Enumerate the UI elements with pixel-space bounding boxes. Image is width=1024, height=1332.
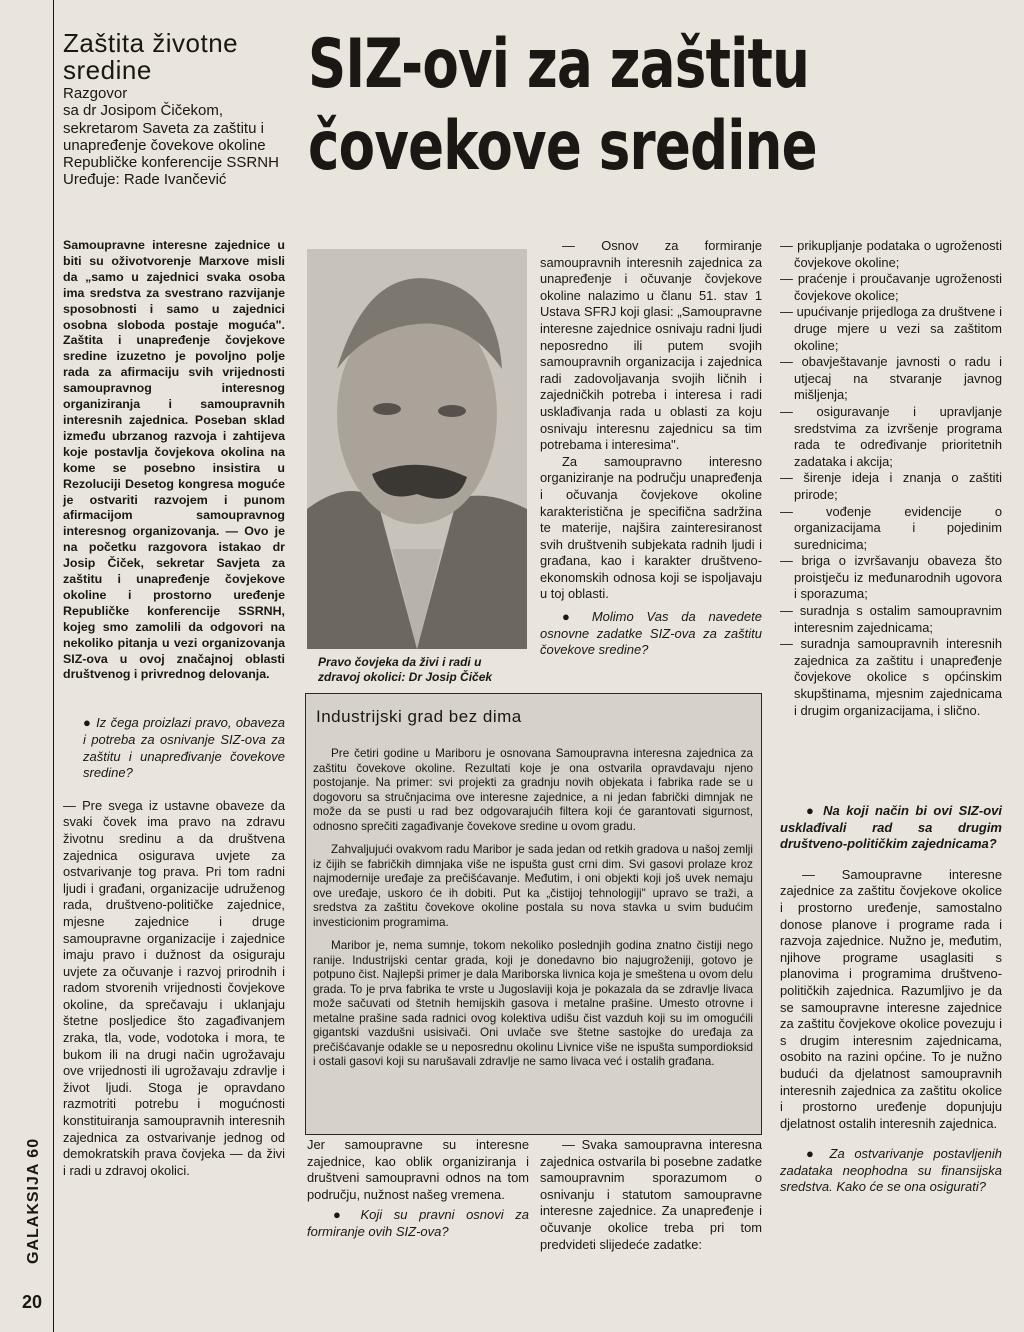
box-paragraph-2: Zahvaljujući ovakvom radu Maribor je sada jedan od retkih gradova u našoj zemlji iz čijih se fabričkih dimnjaka više ne ispušta gust crni dim. Svi gasovi prolaze kroz najmodernije uređaje za prečišćavanje. Međutim, i oni objekti koji još uvek nemaju ove uređaje, uskoro će ih dobiti. Put ka „čistijoj tehnologiji" upravo se traži, a sredstva za zaštitu čovekove okoline postala su nova stavka u svim budućim investicionim programima. [313,843,753,929]
column-3-top [540,238,762,659]
task-item: — obavještavanje javnosti o radu i utjecaj na stvaranje javnog mišljenja; [780,354,1002,403]
column-1 [63,238,285,1179]
task-item: — upućivanje prijedloga za društvene i druge mjere u vezi sa zaštitom okoline; [780,304,1002,353]
column-3-paragraph-1: — Osnov za formiranje samoupravnih interesnih zajednica za unapređenje i očuvanje čovjekove okoline nalazimo u članu 51. stav 1 Ustava SFRJ koji glasi: „Samoupravne interesne zajednice osnivaju radni ljudi neposredno ili putem svojih samoupravnih organizacija i zajednica radi zadovoljavanja svojih ličnih i zajedničkih potreba i interesa i radi usklađivanja rada u oblasti za koju osnivaju interesnu zajednicu sa tim potrebama i interesima". [540,238,762,453]
answer-1: — Pre svega iz ustavne obaveze da svaki čovek ima pravo na zdravu životnu sredinu a da društvena zajednica osigurava uvjete za ostvarivanje tog prava. Pri tom radni ljudi i građani, organizacije udruženog rada, društveno-političke zajednice, mjesne zajednice i druge samoupravne organizacije i zajednice imaju pravo i dužnost da osiguraju uvjete za očuvanje i razvoj prirodnih i radom stvorenih vrijednosti čovjekove okoline, da sprečavaju i uklanjaju štetne posljedice što zagađivanjem zraka, tla, vode, vodotoka i mora, te bukom ili na drugi način ugrožavaju ove vrijednosti ili ugrožavaju zdravlje i život ljudi. Stoga je opravdano razmotriti potrebu i mogućnosti konstituiranja samoupravnih interesnih zajednica za ostvarivanje jednog od demokratskih prava čovjeka — da živi i radi u zdravoj okolici. [63,797,285,1178]
task-item: — osiguravanje i upravljanje sredstvima za izvršenje programa rada te određivanje prioritetnih zadataka i akcija; [780,403,1002,469]
headline-line-1: SIZ-ovi za zaštitu [308,25,810,104]
task-item: — suradnja samoupravnih interesnih zajednica za zaštitu i unapređenje čovjekove okolice s općinskim skupštinama, mjesnim zajednicama i drugim organizacijama, i slično. [780,636,1002,718]
box-paragraph-1: Pre četiri godine u Mariboru je osnovana Samoupravna interesna zajednica za zaštitu čovekove okoline. Rezultati koje je ona ostvarila opravdavaju njeno postojanje. Na primer: svi projekti za gradnju novih objekata i fabrika rade se u dogovoru sa stručnjacima ove interesne zajednice, a ni jedan fabrički dimnjak ne može da se pusti u rad bez odgovarajućih filtera koji će garantovati sigurnost, odnosno sprečiti zagađivanje čovekove sredine u ovom gradu. [313,747,753,833]
headline-line-2: čovekove sredine [308,107,817,186]
box-title: Industrijski grad bez dima [316,707,522,726]
page-number: 20 [22,1292,43,1312]
magazine-name: GALAKSIJA 60 [25,1137,42,1264]
column-3-bottom-text: — Svaka samoupravna interesna zajednica ostvarila bi posebne zadatke samoupravnim sporazumom o osnivanju i statutom samoupravne interesne zajednice. Za unapređenje i očuvanje okolice treba pri tom predvideti slijedeće zadatke: [540,1137,762,1252]
headline [308,24,854,188]
task-item: — praćenje i proučavanje ugroženosti čovjekove okolice; [780,271,1002,303]
box-body [313,747,753,1079]
column-2-bottom-text: Jer samoupravne su interesne zajednice, kao oblik organiziranja i društveni samoupravni odnos na tom području, nužnost našeg vremena. [307,1137,529,1202]
portrait-photo [307,249,527,649]
photo-caption: Pravo čovjeka da živi i radi u zdravoj okolici: Dr Josip Čiček [318,655,493,684]
section-title: Zaštita životne sredine [63,28,239,85]
answer-4: — Samoupravne interesne zajednice za zaštitu čovjekove okolice i prostorno uređenje, samostalno donose planove i programe rada i razvoja zajednice. Nužno je, međutim, njihove programe usaglasiti s planovima i programima društveno-političkih zajednica. Razumljivo je da se samoupravne interesne zajednice za zaštitu čovjekove okolice povezuju i s drugim interesnim zajednicama, osobito na razini općine. To je nužno budući da djelatnost samoupravnih interesnih zajednica za zaštitu okolice i prostorno uređenje dopunjuju djelatnost ostalih interesnih zajednica. [780,866,1002,1131]
task-item: — širenje ideja i znanja o zaštiti prirode; [780,470,1002,502]
column-3-bottom [540,1137,762,1253]
column-3-paragraph-2: Za samoupravno interesno organiziranje na području unapređenja i očuvanja čovjekove okoline karakteristična je specifična sadržina te materije, najšira zainteresiranost svih društvenih subjekata radnih ljudi i građana, kao i karakter društveno-ekonomskih odnosa koji se ispoljavaju u toj oblasti. [540,453,762,602]
question-1: ● Iz čega proizlazi pravo, obaveza i potreba za osnivanje SIZ-ova za zaštitu i unapređivanje čovekove sredine? [83,715,285,781]
intro-text: Samoupravne interesne zajednice u biti su oživotvorenje Marxove misli da „samo u zajednici svaka osoba ima sredstva za svestrano razvijanje sposobnosti i samo u zajednici osobna sloboda postaje moguća". Zaštita i unapređenje čovjekove sredine izuzetno je povoljno polje rada za afirmaciju svih vrijednosti samoupravnog interesnog organiziranja i samoupravnih interesnih zajednica. Poseban sklad između ubrzanog razvoja i zahtijeva koje postavlja čovjekova okolina na kome se posebno insistira u Rezoluciji Desetog kongresa moguće je ostvariti razvojem i punom afirmacijom samoupravnog interesnog organizovanja. — Ovo je na početku razgovora istakao dr Josip Čiček, sekretar Savjeta za zaštitu i unapređenje čovjekove okoline i prostorno uređenje Republičke konferencije SSRNH, kojeg smo zamolili da odgovori na nekoliko pitanja u vezi organizovanja SIZ-ova u ovoj značajnoj oblasti društvenog i privrednog delovanja. [63,238,285,682]
task-item: — vođenje evidencije o organizacijama i pojedinim surednicima; [780,503,1002,552]
deck-description: sa dr Josipom Čičekom, sekretarom Saveta za zaštitu i unapređenje čovekove okoline Republičke konferencije SSRNH [63,102,279,172]
deck-editor: Uređuje: Rade Ivančević [63,171,227,189]
column-4-lower [780,803,1002,1196]
task-item: — briga o izvršavanju obaveza što proistječu iz međunarodnih ugovora i sporazuma; [780,553,1002,602]
question-4: ● Na koji način bi ovi SIZ-ovi usklađivali rad sa drugim društveno-političkim zajednicama? [780,803,1002,852]
task-item: — suradnja s ostalim samoupravnim interesnim zajednicama; [780,603,1002,635]
deck-kicker: Razgovor [63,85,128,102]
column-4 [780,238,1002,719]
margin-rule [53,0,54,1332]
question-5: ● Za ostvarivanje postavljenih zadataka neophodna su finansijska sredstva. Kako će se ona osigurati? [780,1146,1002,1195]
sidebar-box [305,693,762,1135]
box-paragraph-3: Maribor je, nema sumnje, tokom nekoliko poslednjih godina znatno čistiji nego ranije. Industrijski centar grada, koji je donedavno bio najugroženiji, gotovo je potpuno čist. Najlepši primer je dala Mariborska livnica koja je smeštena u ovom delu grada. To je prva fabrika te vrste u Jugoslaviji koja je pokazala da se zdravlje livaca može sačuvati od štetnih hemijskih gasova i metalne prašine. Umesto otrovne i metalne prašine sada radnici ovog kolektiva udišu čist vazduh koji su im omogućili gigantski vazdušni usisivači. Oni uvlače sve štetne sastojke do uređaja za prečišćavanje odakle se u neposrednu okolinu Livnice više ne ispušta sumpordioksid i ostali gasovi koji su narušavali zdravlje ne samo livaca već i ostalih građana. [313,939,753,1068]
question-2: ● Molimo Vas da navedete osnovne zadatke SIZ-ova za zaštitu čovekove sredine? [540,609,762,658]
task-item: — prikupljanje podataka o ugroženosti čovjekove okoline; [780,238,1002,270]
column-2-bottom [307,1137,529,1241]
deck [63,85,293,189]
portrait-illustration [307,249,527,649]
question-3: ● Koji su pravni osnovi za formiranje ovih SIZ-ova? [307,1207,529,1239]
